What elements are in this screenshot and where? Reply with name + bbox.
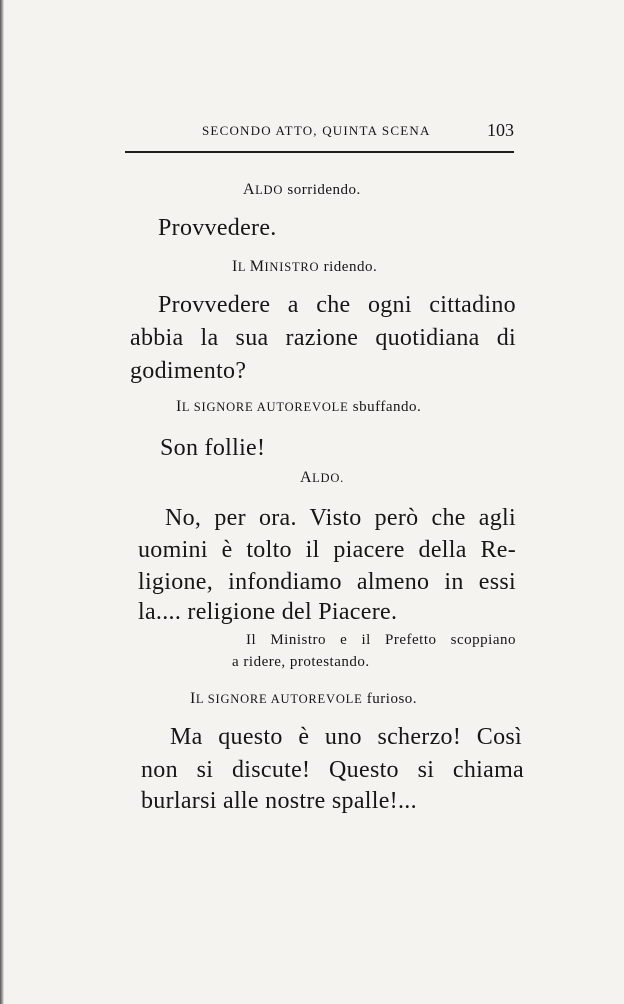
speech-line-3: abbia la sua razione quotidiana di <box>130 325 516 351</box>
page-binding-edge <box>0 0 4 1004</box>
text-run: INISTRO <box>264 260 320 274</box>
stage-direction-laughing-1: Il Ministro e il Prefetto scoppiano <box>246 632 516 648</box>
text-run: sbuffando. <box>348 399 422 415</box>
stage-direction-gentleman-furious <box>190 689 417 709</box>
text-run: sorridendo. <box>283 182 361 198</box>
speech-line-8: ligione, infondiamo almeno in essi <box>138 569 516 595</box>
speech-line-5: Son follie! <box>160 435 266 461</box>
speech-line-6: No, per ora. Visto però che agli <box>165 505 516 531</box>
text-run: ridendo. <box>319 259 378 275</box>
text-run: M <box>249 258 265 275</box>
page-number: 103 <box>487 120 514 140</box>
speech-line-10: Ma questo è uno scherzo! Così <box>170 724 522 750</box>
speech-line-12: burlarsi alle nostre spalle!... <box>141 788 417 814</box>
running-head <box>128 122 514 146</box>
text-run: L <box>237 260 250 274</box>
stage-direction-gentleman-puffing <box>176 397 421 417</box>
speech-line-9: la.... religione del Piacere. <box>138 599 398 625</box>
speaker-aldo <box>300 468 344 488</box>
stage-direction-minister-laughing <box>232 257 377 277</box>
text-run: I <box>232 258 238 275</box>
text-run: A <box>300 469 313 486</box>
text-run: I <box>176 398 182 415</box>
text-run: furioso. <box>362 691 418 707</box>
stage-direction-laughing-2: a ridere, protestando. <box>232 654 370 670</box>
speech-line-4: godimento? <box>130 358 247 384</box>
text-run: I <box>190 690 196 707</box>
text-run: LDO <box>255 183 284 197</box>
text-run: LDO. <box>312 471 345 485</box>
speech-line-7: uomini è tolto il piacere della Re- <box>138 537 516 563</box>
header-rule <box>125 151 514 153</box>
text-run: L SIGNORE AUTOREVOLE <box>181 400 349 414</box>
speech-line-1: Provvedere. <box>158 215 277 241</box>
speech-line-11: non si discute! Questo si chiama <box>141 757 524 783</box>
running-head-title: SECONDO ATTO, QUINTA SCENA <box>202 123 431 138</box>
speech-line-2: Provvedere a che ogni cittadino <box>158 292 516 318</box>
stage-direction-aldo-smiling <box>243 180 361 200</box>
text-run: L SIGNORE AUTOREVOLE <box>195 692 363 706</box>
text-run: A <box>243 181 256 198</box>
